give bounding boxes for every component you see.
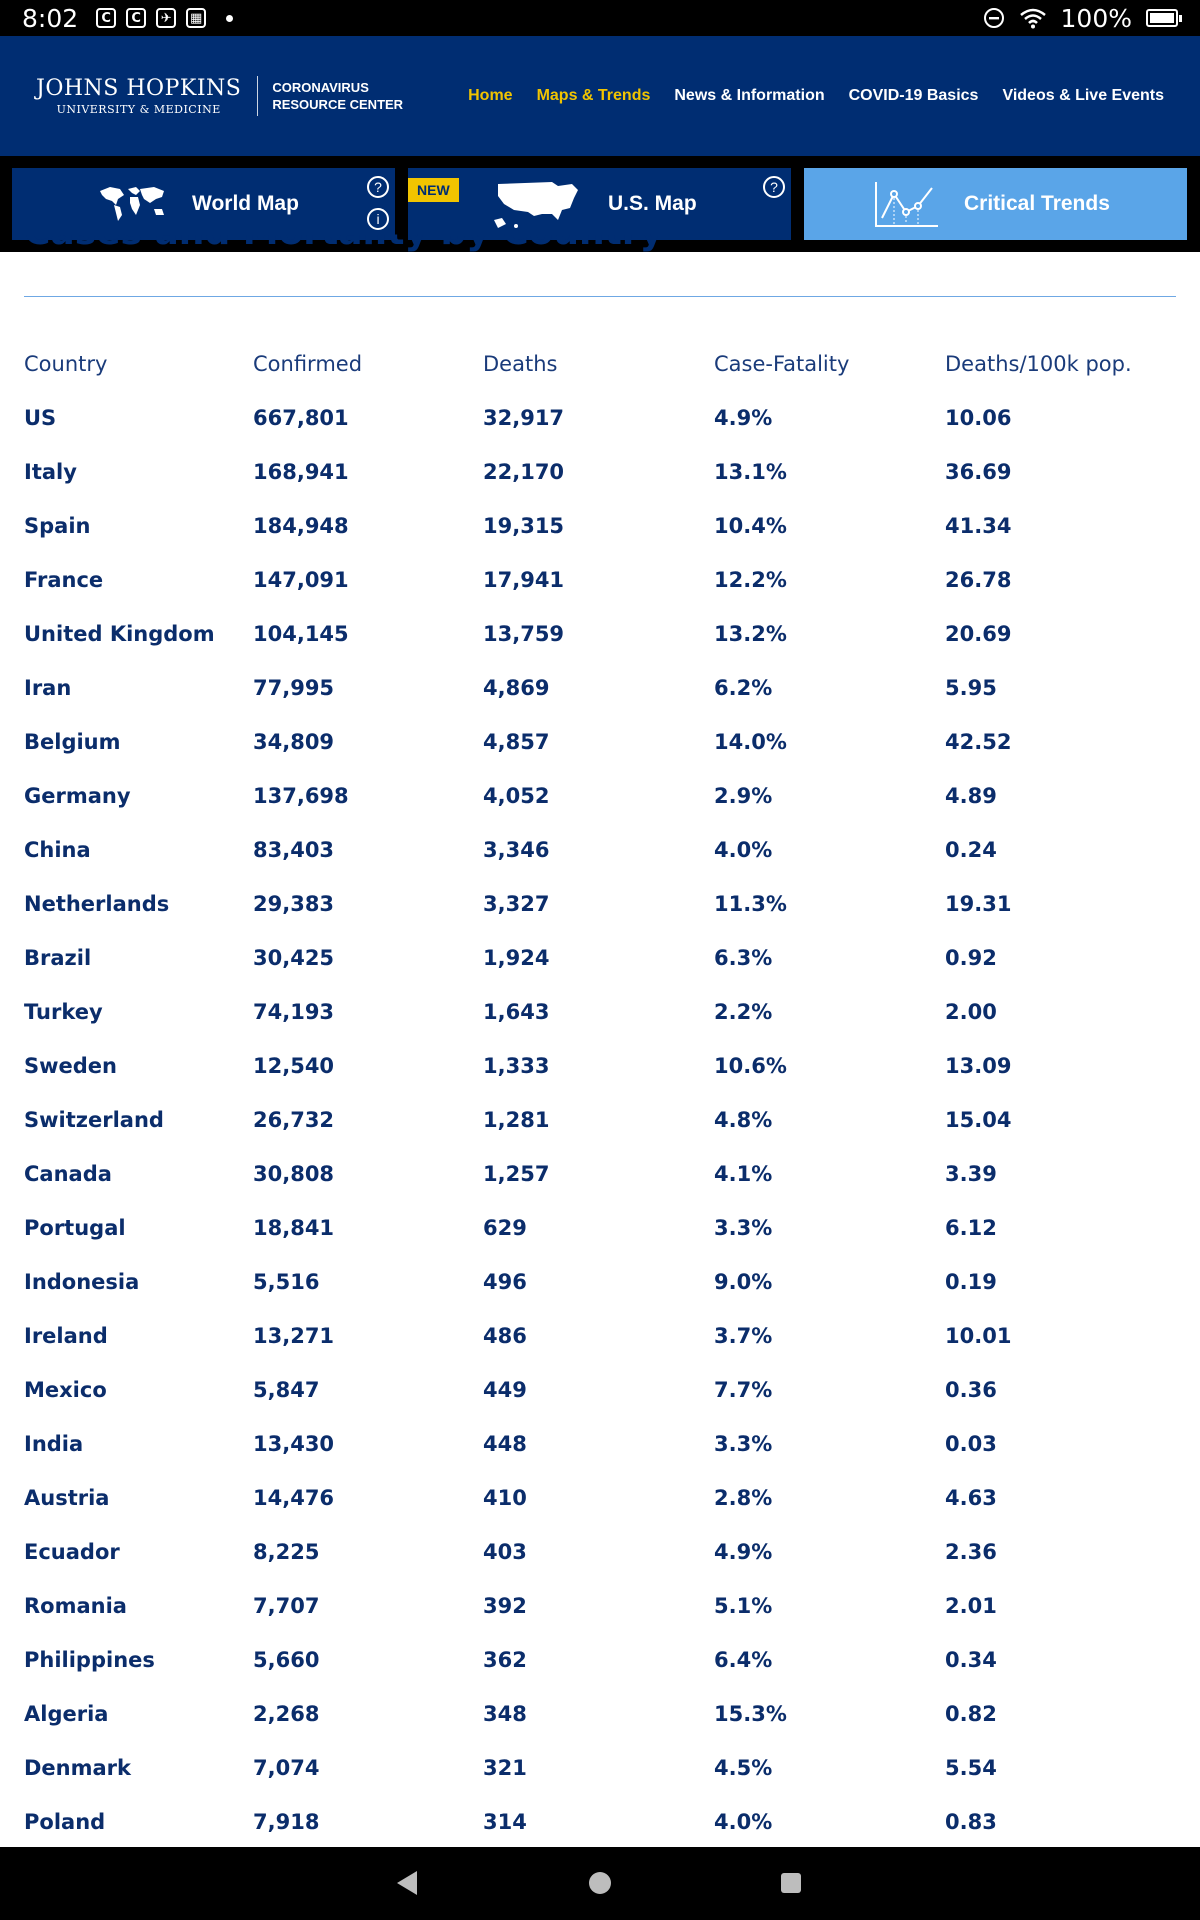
table-row [0,1000,1200,1054]
cell-deaths: 486 [483,1324,527,1348]
cell-case-fatality: 3.3% [714,1216,773,1240]
cell-confirmed: 26,732 [253,1108,335,1132]
cell-case-fatality: 11.3% [714,892,787,916]
cell-country: Netherlands [24,892,170,916]
cell-country: India [24,1432,84,1456]
cell-deaths: 392 [483,1594,527,1618]
cell-deaths-per-100k: 10.01 [945,1324,1012,1348]
table-row [0,1594,1200,1648]
table-header [0,352,1200,392]
wifi-icon [1019,7,1047,29]
cell-deaths-per-100k: 0.34 [945,1648,997,1672]
cell-country: Sweden [24,1054,117,1078]
cell-case-fatality: 6.4% [714,1648,773,1672]
cell-confirmed: 147,091 [253,568,349,592]
cell-confirmed: 34,809 [253,730,335,754]
nav-news[interactable]: News & Information [674,87,825,104]
recents-icon[interactable] [781,1873,801,1893]
cell-case-fatality: 4.0% [714,1810,773,1834]
new-badge: NEW [408,178,459,202]
cell-deaths-per-100k: 10.06 [945,406,1012,430]
col-case-fatality[interactable]: Case-Fatality [714,352,850,376]
cell-deaths: 348 [483,1702,527,1726]
cell-case-fatality: 4.9% [714,406,773,430]
main-nav [468,87,1164,105]
cell-confirmed: 2,268 [253,1702,320,1726]
cell-confirmed: 29,383 [253,892,335,916]
cell-deaths-per-100k: 0.03 [945,1432,997,1456]
android-nav-bar [0,1847,1200,1920]
cell-case-fatality: 10.6% [714,1054,787,1078]
cell-country: Germany [24,784,131,808]
world-info-icon[interactable]: i [367,208,389,230]
cell-deaths: 448 [483,1432,527,1456]
cell-country: Denmark [24,1756,131,1780]
cell-deaths: 19,315 [483,514,565,538]
cell-deaths: 362 [483,1648,527,1672]
cell-deaths: 22,170 [483,460,565,484]
back-icon[interactable] [397,1871,417,1895]
cell-deaths-per-100k: 0.82 [945,1702,997,1726]
cell-confirmed: 8,225 [253,1540,320,1564]
table-row [0,1378,1200,1432]
cell-deaths-per-100k: 0.24 [945,838,997,862]
trend-chart-icon [874,180,940,228]
tab-world-map[interactable] [12,168,395,240]
logo-line2: UNIVERSITY & MEDICINE [56,103,221,116]
cell-country: Portugal [24,1216,126,1240]
cell-deaths: 4,857 [483,730,550,754]
cell-deaths-per-100k: 0.83 [945,1810,997,1834]
cell-confirmed: 184,948 [253,514,349,538]
cell-deaths-per-100k: 13.09 [945,1054,1012,1078]
logo-divider [257,76,258,116]
tab-critical-trends[interactable] [804,168,1187,240]
table-row [0,460,1200,514]
battery-percent: 100% [1060,3,1132,33]
cell-confirmed: 83,403 [253,838,335,862]
battery-icon [1146,9,1178,27]
cell-case-fatality: 7.7% [714,1378,773,1402]
table-row [0,622,1200,676]
cell-case-fatality: 3.3% [714,1432,773,1456]
table-row [0,1702,1200,1756]
col-deaths-per-100k[interactable]: Deaths/100k pop. [945,352,1132,376]
cell-deaths: 1,643 [483,1000,550,1024]
table-row [0,1540,1200,1594]
cell-case-fatality: 4.1% [714,1162,773,1186]
cell-country: Poland [24,1810,106,1834]
cell-case-fatality: 2.2% [714,1000,773,1024]
cell-deaths-per-100k: 2.00 [945,1000,997,1024]
cell-deaths: 321 [483,1756,527,1780]
table-row [0,1432,1200,1486]
cell-case-fatality: 4.8% [714,1108,773,1132]
nav-maps-trends[interactable]: Maps & Trends [536,87,651,104]
cell-confirmed: 7,707 [253,1594,320,1618]
cell-deaths-per-100k: 26.78 [945,568,1012,592]
cell-country: Indonesia [24,1270,140,1294]
dnd-icon [983,7,1005,29]
table-row [0,1648,1200,1702]
status-left-icons [96,8,233,28]
cell-case-fatality: 12.2% [714,568,787,592]
cell-deaths: 32,917 [483,406,565,430]
cell-country: Ecuador [24,1540,120,1564]
table-row [0,1324,1200,1378]
cell-confirmed: 667,801 [253,406,349,430]
nav-home[interactable]: Home [468,87,513,104]
cell-case-fatality: 3.7% [714,1324,773,1348]
table-row [0,568,1200,622]
cell-country: Canada [24,1162,112,1186]
cell-deaths-per-100k: 6.12 [945,1216,997,1240]
crc-title [272,79,403,113]
table-row [0,892,1200,946]
cell-confirmed: 5,847 [253,1378,320,1402]
cell-case-fatality: 4.5% [714,1756,773,1780]
tab-world-label: World Map [192,192,299,215]
cell-country: Ireland [24,1324,108,1348]
cell-case-fatality: 9.0% [714,1270,773,1294]
table-row [0,1162,1200,1216]
cell-country: France [24,568,104,592]
us-map-icon [492,180,584,230]
cell-deaths: 1,281 [483,1108,550,1132]
cell-deaths: 1,257 [483,1162,550,1186]
cell-country: Turkey [24,1000,103,1024]
cell-case-fatality: 15.3% [714,1702,787,1726]
section-divider [24,296,1176,297]
table-row [0,1756,1200,1810]
cell-deaths: 3,346 [483,838,550,862]
cell-confirmed: 104,145 [253,622,349,646]
cell-confirmed: 137,698 [253,784,349,808]
notification-c-icon: C [126,8,146,28]
cell-case-fatality: 5.1% [714,1594,773,1618]
cell-deaths-per-100k: 0.19 [945,1270,997,1294]
cell-case-fatality: 4.0% [714,838,773,862]
cell-deaths: 1,333 [483,1054,550,1078]
calendar-icon: ▦ [186,8,206,28]
cell-deaths: 449 [483,1378,527,1402]
cell-country: Algeria [24,1702,109,1726]
cell-deaths-per-100k: 4.89 [945,784,997,808]
cell-case-fatality: 6.3% [714,946,773,970]
home-icon[interactable] [589,1872,611,1894]
cell-deaths-per-100k: 3.39 [945,1162,997,1186]
cell-deaths: 1,924 [483,946,550,970]
cell-deaths: 3,327 [483,892,550,916]
col-country[interactable]: Country [24,352,108,376]
cell-deaths-per-100k: 20.69 [945,622,1012,646]
table-row [0,514,1200,568]
status-right-icons [983,4,1178,33]
cell-deaths-per-100k: 15.04 [945,1108,1012,1132]
cell-country: China [24,838,91,862]
cell-confirmed: 5,660 [253,1648,320,1672]
cell-case-fatality: 2.8% [714,1486,773,1510]
crc-line2: RESOURCE CENTER [272,97,404,112]
cell-case-fatality: 13.1% [714,460,787,484]
cell-deaths-per-100k: 42.52 [945,730,1012,754]
us-help-icon[interactable]: ? [763,176,785,198]
cell-deaths: 314 [483,1810,527,1834]
cell-country: Spain [24,514,91,538]
cell-country: Belgium [24,730,121,754]
cell-case-fatality: 4.9% [714,1540,773,1564]
col-confirmed[interactable]: Confirmed [253,352,363,376]
cell-deaths: 496 [483,1270,527,1294]
status-bar [0,0,1200,36]
cell-country: US [24,406,57,430]
tab-us-label: U.S. Map [608,192,697,215]
cell-confirmed: 12,540 [253,1054,335,1078]
cell-case-fatality: 13.2% [714,622,787,646]
cell-deaths: 13,759 [483,622,565,646]
nav-basics[interactable]: COVID-19 Basics [848,87,979,104]
tab-trends-label: Critical Trends [964,192,1110,215]
cell-confirmed: 30,808 [253,1162,335,1186]
dot-icon [226,15,233,22]
cell-deaths-per-100k: 4.63 [945,1486,997,1510]
cell-confirmed: 14,476 [253,1486,335,1510]
cell-case-fatality: 6.2% [714,676,773,700]
cell-deaths: 17,941 [483,568,565,592]
site-header [0,36,1200,156]
cell-deaths-per-100k: 19.31 [945,892,1012,916]
table-row [0,784,1200,838]
table-row [0,406,1200,460]
cell-deaths: 410 [483,1486,527,1510]
logo-line1: JOHNS HOPKINS [36,76,242,101]
cell-confirmed: 74,193 [253,1000,335,1024]
cell-deaths-per-100k: 36.69 [945,460,1012,484]
cell-deaths: 4,869 [483,676,550,700]
world-help-icon[interactable]: ? [367,176,389,198]
cell-confirmed: 77,995 [253,676,335,700]
cell-country: United Kingdom [24,622,215,646]
status-time: 8:02 [22,3,79,33]
cell-country: Mexico [24,1378,107,1402]
cell-country: Iran [24,676,72,700]
col-deaths[interactable]: Deaths [483,352,558,376]
table-row [0,1108,1200,1162]
cell-case-fatality: 14.0% [714,730,787,754]
nav-videos[interactable]: Videos & Live Events [1002,87,1164,104]
cell-deaths-per-100k: 2.01 [945,1594,997,1618]
cell-case-fatality: 10.4% [714,514,787,538]
cell-deaths: 629 [483,1216,527,1240]
table-row [0,838,1200,892]
table-row [0,946,1200,1000]
cell-country: Philippines [24,1648,155,1672]
table-row [0,730,1200,784]
cell-confirmed: 5,516 [253,1270,320,1294]
notification-app-icon: ✈ [156,8,176,28]
notification-c-icon: C [96,8,116,28]
cell-deaths: 403 [483,1540,527,1564]
table-row [0,1054,1200,1108]
cell-deaths: 4,052 [483,784,550,808]
tab-us-map[interactable] [408,168,791,240]
cell-case-fatality: 2.9% [714,784,773,808]
cell-deaths-per-100k: 0.92 [945,946,997,970]
cell-deaths-per-100k: 41.34 [945,514,1012,538]
cell-deaths-per-100k: 5.95 [945,676,997,700]
cell-confirmed: 18,841 [253,1216,335,1240]
cell-deaths-per-100k: 0.36 [945,1378,997,1402]
world-map-icon [98,185,168,223]
cell-deaths-per-100k: 2.36 [945,1540,997,1564]
table-row [0,1270,1200,1324]
table-row [0,1216,1200,1270]
cell-confirmed: 168,941 [253,460,349,484]
cell-confirmed: 7,918 [253,1810,320,1834]
cell-deaths-per-100k: 5.54 [945,1756,997,1780]
cell-country: Brazil [24,946,92,970]
table-row [0,676,1200,730]
cell-confirmed: 30,425 [253,946,335,970]
cell-country: Switzerland [24,1108,164,1132]
cell-country: Austria [24,1486,110,1510]
table-row [0,1486,1200,1540]
cell-confirmed: 13,430 [253,1432,335,1456]
cell-confirmed: 13,271 [253,1324,335,1348]
cell-country: Italy [24,460,77,484]
cell-country: Romania [24,1594,127,1618]
cell-confirmed: 7,074 [253,1756,320,1780]
crc-line1: CORONAVIRUS [272,80,369,95]
jhu-logo[interactable] [36,76,403,116]
